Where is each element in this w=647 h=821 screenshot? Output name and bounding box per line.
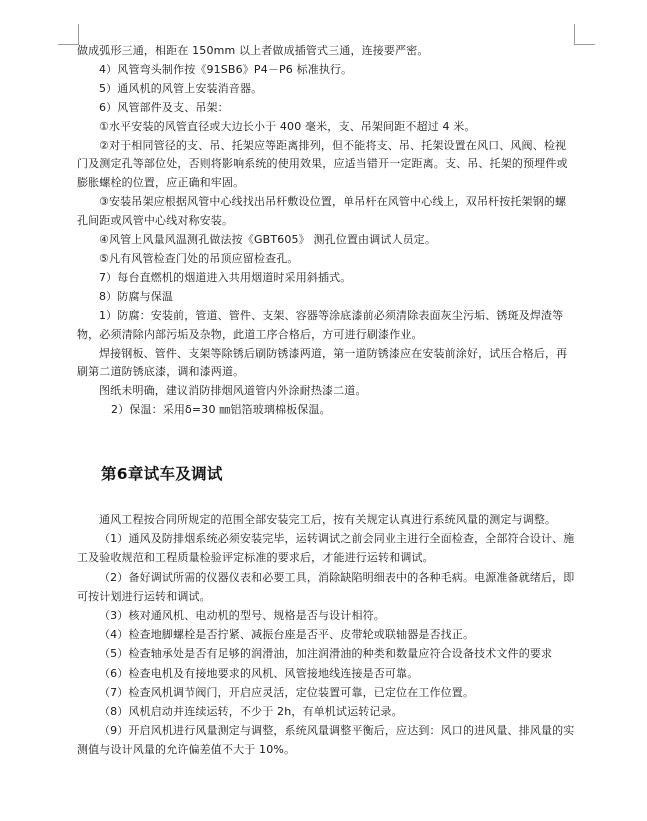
paragraph: （1）通风及防排烟系统必须安装完毕，运转调试之前会同业主进行全面检查，全部符合设计、施工及验收规范和工程质量检验评定标准的要求后，才能进行运转和调试。 bbox=[77, 532, 575, 565]
paragraph: 2）保温：采用δ=30 ㎜铝箔玻璃棉板保温。 bbox=[111, 403, 331, 417]
paragraph: （8）风机启动并连续运转，不少于 2h，有单机试运转记录。 bbox=[99, 705, 403, 719]
paragraph: （5）检查轴承处是否有足够的润滑油，加注润滑油的种类和数量应符合设备技术文件的要求 bbox=[99, 647, 553, 661]
paragraph: （9）开启风机进行风量测定与调整，系统风量调整平衡后，应达到：风口的进风量、排风量的实测值与设计风量的允许偏差值不大于 10%。 bbox=[77, 724, 575, 757]
paragraph: 做成弧形三通，相距在 150mm 以上者做成插管式三通，连接要严密。 bbox=[77, 44, 429, 57]
paragraph: 8）防腐与保温 bbox=[99, 289, 174, 303]
commissioning-section bbox=[77, 510, 577, 760]
paragraph: 图纸未明确，建议消防排烟风道管内外涂耐热漆二道。 bbox=[99, 384, 367, 398]
paragraph: 6）风管部件及支、吊架： bbox=[99, 100, 229, 114]
paragraph: ①水平安装的风管直径或大边长小于 400 毫米，支、吊架间距不超过 4 米。 bbox=[99, 119, 476, 133]
paragraph: 焊接钢板、管件、支架等除锈后刷防锈漆两道，第一道防锈漆应在安装前涂好，试压合格后，再刷第二道防锈底漆，调和漆两道。 bbox=[77, 346, 568, 379]
paragraph: 1）防腐：安装前，管道、管件、支架、容器等涂底漆前必须清除表面灰尘污垢、锈斑及焊渣等物，必须清除内部污垢及杂物，此道工序合格后，方可进行刷漆作业。 bbox=[77, 308, 564, 341]
paragraph: ⑤凡有风管检查门处的吊顶应留检查孔。 bbox=[99, 251, 299, 265]
paragraph: 通风工程按合同所规定的范围全部安装完工后，按有关规定认真进行系统风量的测定与调整。 bbox=[99, 513, 557, 526]
paragraph: （4）检查地脚螺栓是否拧紧、减振台座是否平、皮带轮或联轴器是否找正。 bbox=[99, 628, 475, 642]
paragraph: 4）风管弯头制作按《91SB6》P4－P6 标准执行。 bbox=[99, 62, 353, 76]
paragraph: 7）每台直燃机的烟道进入共用烟道时采用斜插式。 bbox=[99, 270, 352, 284]
top-left-crop-mark bbox=[58, 24, 79, 45]
paragraph: （6）检查电机及有接地要求的风机、风管接地线连接是否可靠。 bbox=[99, 666, 419, 680]
paragraph: （3）核对通风机、电动机的型号、规格是否与设计相符。 bbox=[99, 609, 385, 623]
chapter-title: 第6章试车及调试 bbox=[101, 465, 223, 483]
top-right-crop-mark bbox=[574, 24, 595, 45]
paragraph: （2）备好调试所需的仪器仪表和必要工具，消除缺陷明细表中的各种毛病。电源准备就绪后，即可按计划进行运转和调试。 bbox=[77, 570, 575, 603]
paragraph: ②对于相同管径的支、吊、托架应等距离排列，但不能将支、吊、托架设置在风口、风阀、检视门及测定孔等部位处，否则将影响系统的使用效果，应适当错开一定距离。支、吊、托架的预埋件或膨胀螺栓的位置，应正确和牢固。 bbox=[77, 138, 568, 190]
paragraph: ④风管上风量风温测孔做法按《GBT605》 测孔位置由调试人员定。 bbox=[99, 233, 437, 247]
paragraph: ③安装吊架应根据风管中心线找出吊杆敷设位置，单吊杆在风管中心线上，双吊杆按托架钢的螺孔间距或风管中心线对称安装。 bbox=[77, 195, 567, 228]
paragraph: 5）通风机的风管上安装消音器。 bbox=[99, 81, 263, 95]
paragraph: （7）检查风机调节阀门，开启应灵活，定位装置可靠，已定位在工作位置。 bbox=[99, 685, 475, 699]
installation-section bbox=[77, 42, 577, 420]
